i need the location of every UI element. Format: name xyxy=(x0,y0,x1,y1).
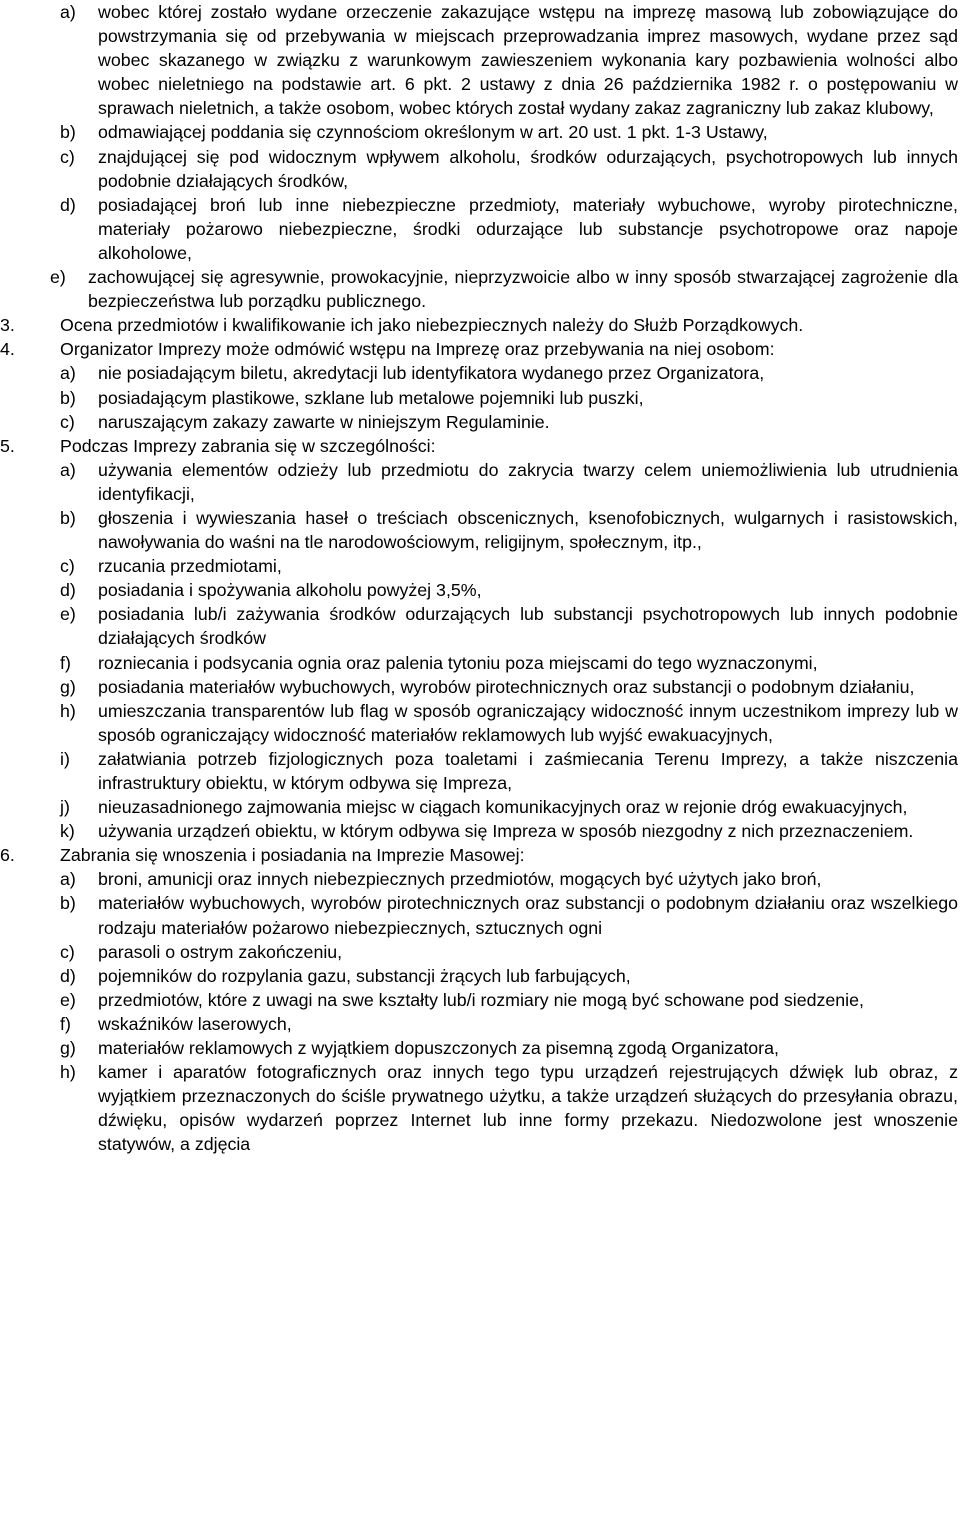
item-text: głoszenia i wywieszania haseł o treściach obscenicznych, ksenofobicznych, wulgarnych i rasistowskich, nawoływania do waśni na tle narodowościowym, religijnym, społecznym, itp., xyxy=(98,507,958,553)
list-item xyxy=(0,120,958,144)
list-item xyxy=(0,361,958,385)
item-label: f) xyxy=(60,652,71,673)
item-text: posiadania lub/i zażywania środków odurzających lub substancji psychotropowych lub innych podobnie działających środków xyxy=(98,604,958,649)
section-heading xyxy=(0,337,958,361)
item-text: znajdującej się pod widocznym wpływem alkoholu, środków odurzających, psychotropowych lub innych podobnie działających środków, xyxy=(98,146,958,191)
item-text: pojemników do rozpylania gazu, substancji żrących lub farbujących, xyxy=(98,965,631,986)
section-number: 3. xyxy=(0,315,15,336)
item-text: używania elementów odzieży lub przedmiotu do zakrycia twarzy celem uniemożliwienia lub utrudnienia identyfikacji, xyxy=(98,459,958,504)
item-label: h) xyxy=(60,1062,76,1083)
item-text: umieszczania transparentów lub flag w sposób ograniczający widoczność innym uczestnikom imprezy lub w sposób ograniczający widoczność materiałów reklamowych lub wyjść ewakuacyjnych, xyxy=(98,700,958,745)
item-text: materiałów wybuchowych, wyrobów pirotechnicznych oraz substancji o podobnym działaniu oraz wszelkiego rodzaju materiałów pożarowo niebezpiecznych, sztucznych ogni xyxy=(98,893,958,938)
item-text: rzucania przedmiotami, xyxy=(98,556,282,577)
item-text: używania urządzeń obiektu, w którym odbywa się Impreza w sposób niezgodny z nich przeznaczeniem. xyxy=(98,821,914,842)
list-item xyxy=(0,867,958,891)
item-label: i) xyxy=(60,748,70,769)
item-label: d) xyxy=(60,580,76,601)
list-item xyxy=(0,675,958,699)
list-item xyxy=(0,940,958,964)
item-label: d) xyxy=(60,194,76,215)
list-item xyxy=(0,891,958,939)
item-label: a) xyxy=(60,869,76,890)
item-text: nie posiadającym biletu, akredytacji lub identyfikatora wydanego przez Organizatora, xyxy=(98,363,765,384)
item-label: e) xyxy=(60,604,76,625)
section-heading xyxy=(0,434,958,458)
item-text: odmawiającej poddania się czynnościom określonym w art. 20 ust. 1 pkt. 1-3 Ustawy, xyxy=(98,122,768,143)
item-label: b) xyxy=(60,387,76,408)
item-label: b) xyxy=(60,122,76,143)
item-label: c) xyxy=(60,146,75,167)
item-text: naruszającym zakazy zawarte w niniejszym Regulaminie. xyxy=(98,411,550,432)
item-label: e) xyxy=(60,989,76,1010)
section-number: 6. xyxy=(0,845,15,866)
item-label: a) xyxy=(60,459,76,480)
item-label: h) xyxy=(60,700,76,721)
list-item xyxy=(0,458,958,506)
list-item xyxy=(0,506,958,554)
item-label: a) xyxy=(60,2,76,22)
list-item xyxy=(0,699,958,747)
list-item xyxy=(0,0,958,120)
item-text: nieuzasadnionego zajmowania miejsc w ciągach komunikacyjnych oraz w rejonie dróg ewakuacyjnych, xyxy=(98,797,908,818)
list-item xyxy=(0,988,958,1012)
item-text: parasoli o ostrym zakończeniu, xyxy=(98,941,343,962)
section-heading xyxy=(0,313,958,337)
section-text: Organizator Imprezy może odmówić wstępu na Imprezę oraz przebywania na niej osobom: xyxy=(60,339,775,360)
list-item xyxy=(0,602,958,650)
item-label: c) xyxy=(60,941,75,962)
list-item xyxy=(0,578,958,602)
item-text: rozniecania i podsycania ognia oraz palenia tytoniu poza miejscami do tego wyznaczonymi, xyxy=(98,652,818,673)
item-label: d) xyxy=(60,965,76,986)
list-item xyxy=(0,964,958,988)
list-item xyxy=(0,386,958,410)
item-text: broni, amunicji oraz innych niebezpiecznych przedmiotów, mogących być użytych jako broń, xyxy=(98,869,822,890)
list-item xyxy=(0,193,958,265)
section-4 xyxy=(0,337,958,433)
item-label: c) xyxy=(60,411,75,432)
section-6 xyxy=(0,843,958,1156)
item-label: g) xyxy=(60,676,76,697)
item-label: f) xyxy=(60,1013,71,1034)
section-5 xyxy=(0,434,958,844)
item-label: g) xyxy=(60,1038,76,1059)
item-text: materiałów reklamowych z wyjątkiem dopuszczonych za pisemną zgodą Organizatora, xyxy=(98,1038,779,1059)
list-item xyxy=(0,410,958,434)
list-item xyxy=(0,554,958,578)
item-label: b) xyxy=(60,893,76,914)
section-text: Zabrania się wnoszenia i posiadania na Imprezie Masowej: xyxy=(60,845,525,866)
list-item xyxy=(0,747,958,795)
item-text: kamer i aparatów fotograficznych oraz innych tego typu urządzeń rejestrujących dźwięk lub obraz, z wyjątkiem przeznaczonych do ściśle prywatnego użytku, a także urządzeń służących do przesyłania obrazu, dźwięku, opisów wydarzeń poprzez Internet lub inne formy przekazu. Niedozwolone jest wnoszenie statywów, a zdjęcia xyxy=(98,1062,958,1155)
item-text: wskaźników laserowych, xyxy=(98,1013,292,1034)
section-number: 4. xyxy=(0,339,15,360)
item-text: posiadania materiałów wybuchowych, wyrobów pirotechnicznych oraz substancji o podobnym działaniu, xyxy=(98,676,915,697)
section-text: Ocena przedmiotów i kwalifikowanie ich jako niebezpiecznych należy do Służb Porządkowych. xyxy=(60,315,804,336)
section-3 xyxy=(0,313,958,337)
top-list xyxy=(0,0,958,313)
item-label: k) xyxy=(60,821,75,842)
section-text: Podczas Imprezy zabrania się w szczególności: xyxy=(60,435,436,456)
section-number: 5. xyxy=(0,435,15,456)
item-text: załatwiania potrzeb fizjologicznych poza toaletami i zaśmiecania Terenu Imprezy, a także niszczenia infrastruktury obiektu, w którym odbywa się Impreza, xyxy=(98,748,958,793)
item-text: posiadania i spożywania alkoholu powyżej 3,5%, xyxy=(98,580,482,601)
list-item xyxy=(0,651,958,675)
list-item xyxy=(0,1060,958,1156)
item-label: a) xyxy=(60,363,76,384)
item-text: wobec której zostało wydane orzeczenie zakazujące wstępu na imprezę masową lub zobowiązujące do powstrzymania się od przebywania w miejscach przeprowadzania imprez masowych, wydane przez sąd wobec skazanego w związku z warunkowym zawieszeniem wykonania kary pozbawienia wolności albo wobec nieletniego na podstawie art. 6 pkt. 2 ustawy z dnia 26 października 1982 r. o postępowaniu w sprawach nieletnich, a także osobom, wobec których został wydany zakaz zagraniczny lub zakaz klubowy, xyxy=(98,2,958,119)
item-text: posiadającym plastikowe, szklane lub metalowe pojemniki lub puszki, xyxy=(98,387,644,408)
list-item xyxy=(0,1036,958,1060)
item-label: c) xyxy=(60,556,75,577)
item-text: posiadającej broń lub inne niebezpieczne przedmioty, materiały wybuchowe, wyroby pirotechniczne, materiały pożarowo niebezpieczne, środki odurzające lub substancje psychotropowe oraz napoje alkoholowe, xyxy=(98,194,958,263)
list-item xyxy=(0,1012,958,1036)
list-item xyxy=(0,265,958,313)
item-label: j) xyxy=(60,797,70,818)
item-label: e) xyxy=(50,267,66,288)
item-label: b) xyxy=(60,507,76,528)
list-item xyxy=(0,819,958,843)
list-item xyxy=(0,795,958,819)
item-text: zachowującej się agresywnie, prowokacyjnie, nieprzyzwoicie albo w inny sposób stwarzającej zagrożenie dla bezpieczeństwa lub porządku publicznego. xyxy=(88,267,958,312)
section-heading xyxy=(0,843,958,867)
list-item xyxy=(0,145,958,193)
item-text: przedmiotów, które z uwagi na swe kształty lub/i rozmiary nie mogą być schowane pod siedzenie, xyxy=(98,989,864,1010)
